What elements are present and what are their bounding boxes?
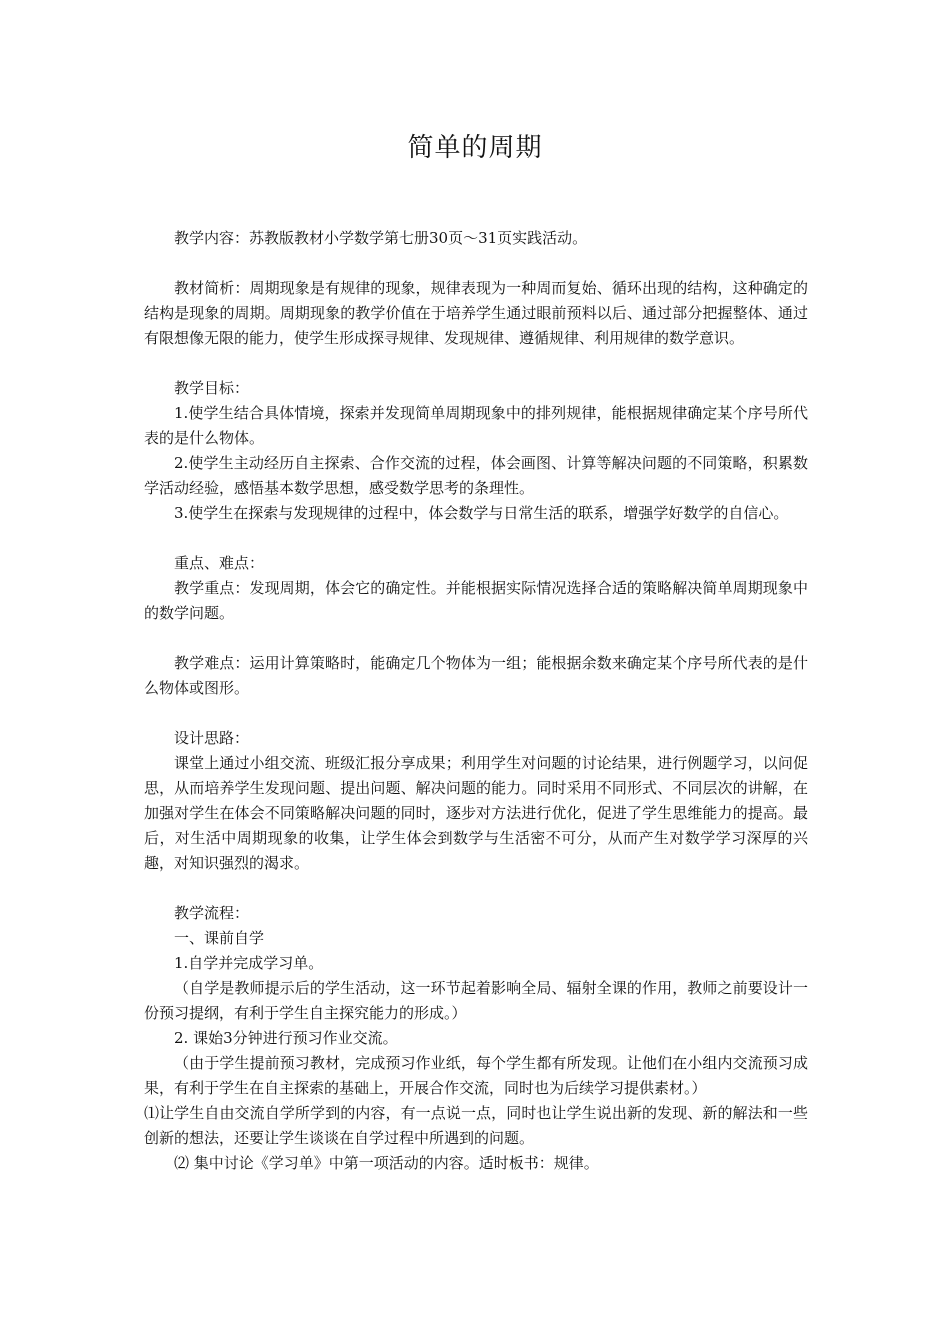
section-heading: 一、课前自学 bbox=[174, 929, 265, 947]
goal-item: 3.使学生在探索与发现规律的过程中，体会数学与日常生活的联系，增强学好数学的自信心。 bbox=[174, 504, 789, 522]
material-analysis: 教材简析：周期现象是有规律的现象，规律表现为一种周而复始、循环出现的结构，这种确定的结构是现象的周期。周期现象的教学价值在于培养学生通过眼前预料以后、通过部分把握整体、通过有限想像无限的能力，使学生形成探寻规律、发现规律、遵循规律、利用规律的数学意识。 bbox=[144, 279, 808, 347]
step-note: （由于学生提前预习教材，完成预习作业纸，每个学生都有所发现。让他们在小组内交流预习成果，有利于学生在自主探索的基础上，开展合作交流，同时也为后续学习提供素材。） bbox=[144, 1054, 808, 1097]
teaching-difficulty: 教学难点：运用计算策略时，能确定几个物体为一组；能根据余数来确定某个序号所代表的是什么物体或图形。 bbox=[144, 654, 808, 697]
goal-item: 2.使学生主动经历自主探索、合作交流的过程，体会画图、计算等解决问题的不同策略，积累数学活动经验，感悟基本数学思想，感受数学思考的条理性。 bbox=[144, 454, 808, 497]
step-item: 2. 课始3分钟进行预习作业交流。 bbox=[174, 1029, 398, 1047]
sub-step-item: ⑴让学生自由交流自学所学到的内容，有一点说一点，同时也让学生说出新的发现、新的解法和一些创新的想法，还要让学生谈谈在自学过程中所遇到的问题。 bbox=[144, 1104, 808, 1147]
design-text: 课堂上通过小组交流、班级汇报分享成果；利用学生对问题的讨论结果，进行例题学习，以问促思，从而培养学生发现问题、提出问题、解决问题的能力。同时采用不同形式、不同层次的讲解，在加强对学生在体会不同策略解决问题的同时，逐步对方法进行优化，促进了学生思维能力的提高。最后，对生活中周期现象的收集，让学生体会到数学与生活密不可分，从而产生对数学学习深厚的兴趣，对知识强烈的渴求。 bbox=[144, 754, 808, 872]
teaching-content: 教学内容：苏教版教材小学数学第七册30页～31页实践活动。 bbox=[174, 229, 588, 247]
step-note: （自学是教师提示后的学生活动，这一环节起着影响全局、辐射全课的作用，教师之前要设计一份预习提纲，有利于学生自主探究能力的形成。） bbox=[144, 979, 808, 1022]
keypoints-heading: 重点、难点： bbox=[174, 554, 265, 572]
goals-heading: 教学目标： bbox=[174, 379, 250, 397]
goal-item: 1.使学生结合具体情境，探索并发现简单周期现象中的排列规律，能根据规律确定某个序号所代表的是什么物体。 bbox=[144, 404, 808, 447]
design-heading: 设计思路： bbox=[174, 729, 250, 747]
process-heading: 教学流程： bbox=[174, 904, 250, 922]
step-item: 1.自学并完成学习单。 bbox=[174, 954, 324, 972]
teaching-keypoint: 教学重点：发现周期，体会它的确定性。并能根据实际情况选择合适的策略解决简单周期现象中的数学问题。 bbox=[144, 579, 808, 622]
document-body bbox=[144, 226, 808, 1176]
sub-step-item: ⑵ 集中讨论《学习单》中第一项活动的内容。适时板书：规律。 bbox=[174, 1154, 599, 1172]
page-title: 简单的周期 bbox=[407, 133, 543, 163]
